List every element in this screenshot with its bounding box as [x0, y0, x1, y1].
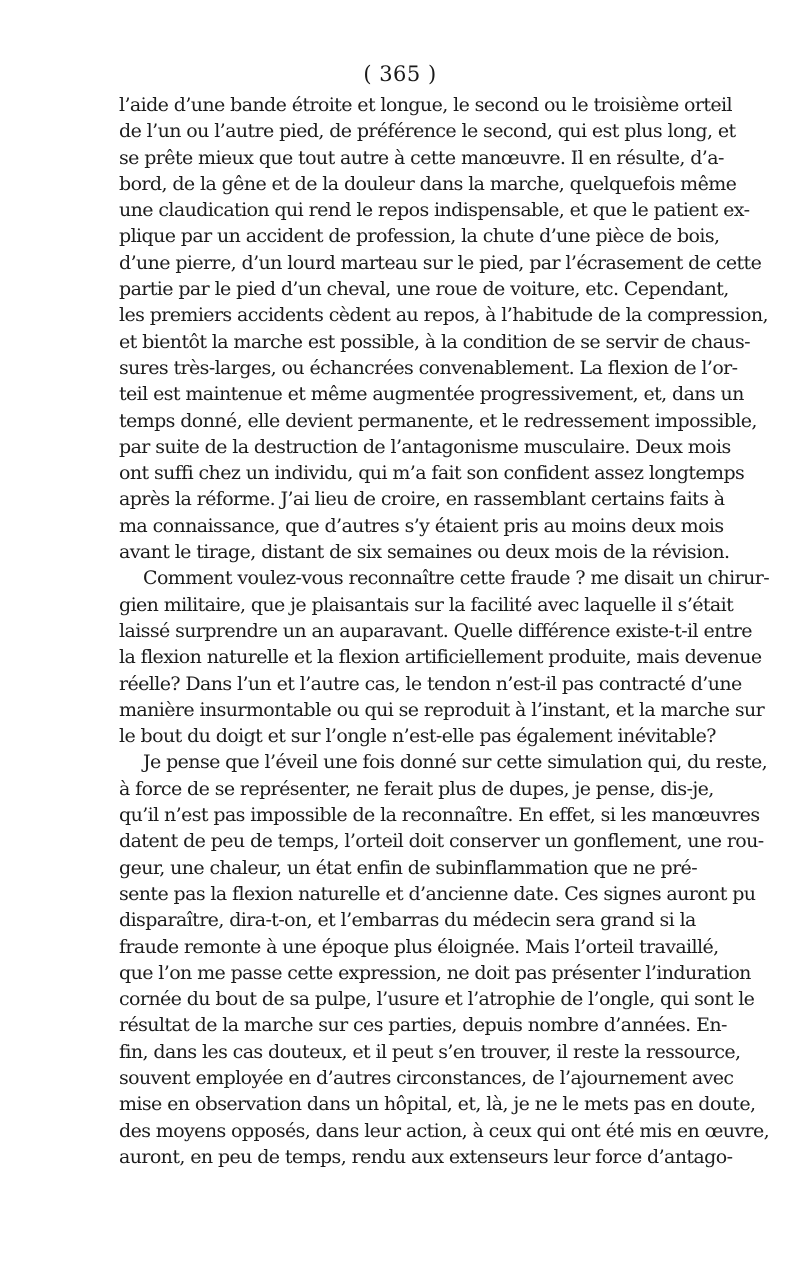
text-line: à force de se représenter, ne ferait plus de dupes, je pense, dis-je, — [119, 777, 714, 800]
text-line: Comment voulez-vous reconnaître cette fraude ? me disait un chirur- — [143, 567, 770, 590]
text-line: auront, en peu de temps, rendu aux extenseurs leur force d’antago- — [119, 1145, 733, 1168]
text-line: laissé surprendre un an auparavant. Quelle différence existe-t-il entre — [119, 619, 752, 642]
page-number: ( 365 ) — [363, 62, 437, 86]
text-line: le bout du doigt et sur l’ongle n’est-elle pas également inévitable? — [119, 725, 716, 748]
text-line: bord, de la gêne et de la douleur dans la marche, quelquefois même — [119, 172, 737, 195]
text-line: sures très-larges, ou échancrées convenablement. La flexion de l’or- — [119, 356, 738, 379]
text-line: gien militaire, que je plaisantais sur la facilité avec laquelle il s’était — [119, 593, 734, 616]
text-line: avant le tirage, distant de six semaines ou deux mois de la révision. — [119, 541, 730, 564]
text-line: les premiers accidents cèdent au repos, à l’habitude de la compression, — [119, 304, 768, 327]
text-line: une claudication qui rend le repos indispensable, et que le patient ex- — [119, 199, 750, 222]
text-line: qu’il n’est pas impossible de la reconnaître. En effet, si les manœuvres — [119, 804, 760, 827]
text-line: teil est maintenue et même augmentée progressivement, et, dans un — [119, 383, 744, 406]
text-line: résultat de la marche sur ces parties, depuis nombre d’années. En- — [119, 1014, 727, 1037]
text-line: souvent employée en d’autres circonstances, de l’ajournement avec — [119, 1066, 734, 1089]
text-line: la flexion naturelle et la flexion artificiellement produite, mais devenue — [119, 646, 762, 669]
text-line: mise en observation dans un hôpital, et, là, je ne le mets pas en doute, — [119, 1093, 756, 1116]
text-line: des moyens opposés, dans leur action, à ceux qui ont été mis en œuvre, — [119, 1119, 770, 1142]
text-line: disparaître, dira-t-on, et l’embarras du médecin sera grand si la — [119, 909, 696, 932]
text-line: Je pense que l’éveil une fois donné sur cette simulation qui, du reste, — [143, 751, 768, 774]
text-line: plique par un accident de profession, la chute d’une pièce de bois, — [119, 225, 720, 248]
text-line: après la réforme. J’ai lieu de croire, en rassemblant certains faits à — [119, 488, 725, 511]
text-line: datent de peu de temps, l’orteil doit conserver un gonflement, une rou- — [119, 830, 764, 853]
text-line: partie par le pied d’un cheval, une roue de voiture, etc. Cependant, — [119, 278, 729, 301]
text-line: ma connaissance, que d’autres s’y étaient pris au moins deux mois — [119, 514, 724, 537]
text-line: d’une pierre, d’un lourd marteau sur le pied, par l’écrasement de cette — [119, 251, 762, 274]
text-line: sente pas la flexion naturelle et d’ancienne date. Ces signes auront pu — [119, 882, 756, 905]
text-line: temps donné, elle devient permanente, et le redressement impossible, — [119, 409, 757, 432]
text-line: cornée du bout de sa pulpe, l’usure et l’atrophie de l’ongle, qui sont le — [119, 988, 755, 1011]
text-line: fraude remonte à une époque plus éloignée. Mais l’orteil travaillé, — [119, 935, 719, 958]
body-text — [119, 92, 770, 1170]
text-line: fin, dans les cas douteux, et il peut s’en trouver, il reste la ressource, — [119, 1040, 741, 1063]
text-line: geur, une chaleur, un état enfin de subinflammation que ne pré- — [119, 856, 698, 879]
text-line: ont suffi chez un individu, qui m’a fait son confident assez longtemps — [119, 462, 745, 485]
text-line: de l’un ou l’autre pied, de préférence le second, qui est plus long, et — [119, 120, 736, 143]
text-line: et bientôt la marche est possible, à la condition de se servir de chaus- — [119, 330, 750, 353]
text-line: que l’on me passe cette expression, ne doit pas présenter l’induration — [119, 961, 751, 984]
text-line: se prête mieux que tout autre à cette manœuvre. Il en résulte, d’a- — [119, 146, 724, 169]
text-line: réelle? Dans l’un et l’autre cas, le tendon n’est-il pas contracté d’une — [119, 672, 742, 695]
text-line: l’aide d’une bande étroite et longue, le second ou le troisième orteil — [119, 94, 732, 116]
text-line: par suite de la destruction de l’antagonisme musculaire. Deux mois — [119, 435, 731, 458]
text-line: manière insurmontable ou qui se reproduit à l’instant, et la marche sur — [119, 698, 765, 721]
